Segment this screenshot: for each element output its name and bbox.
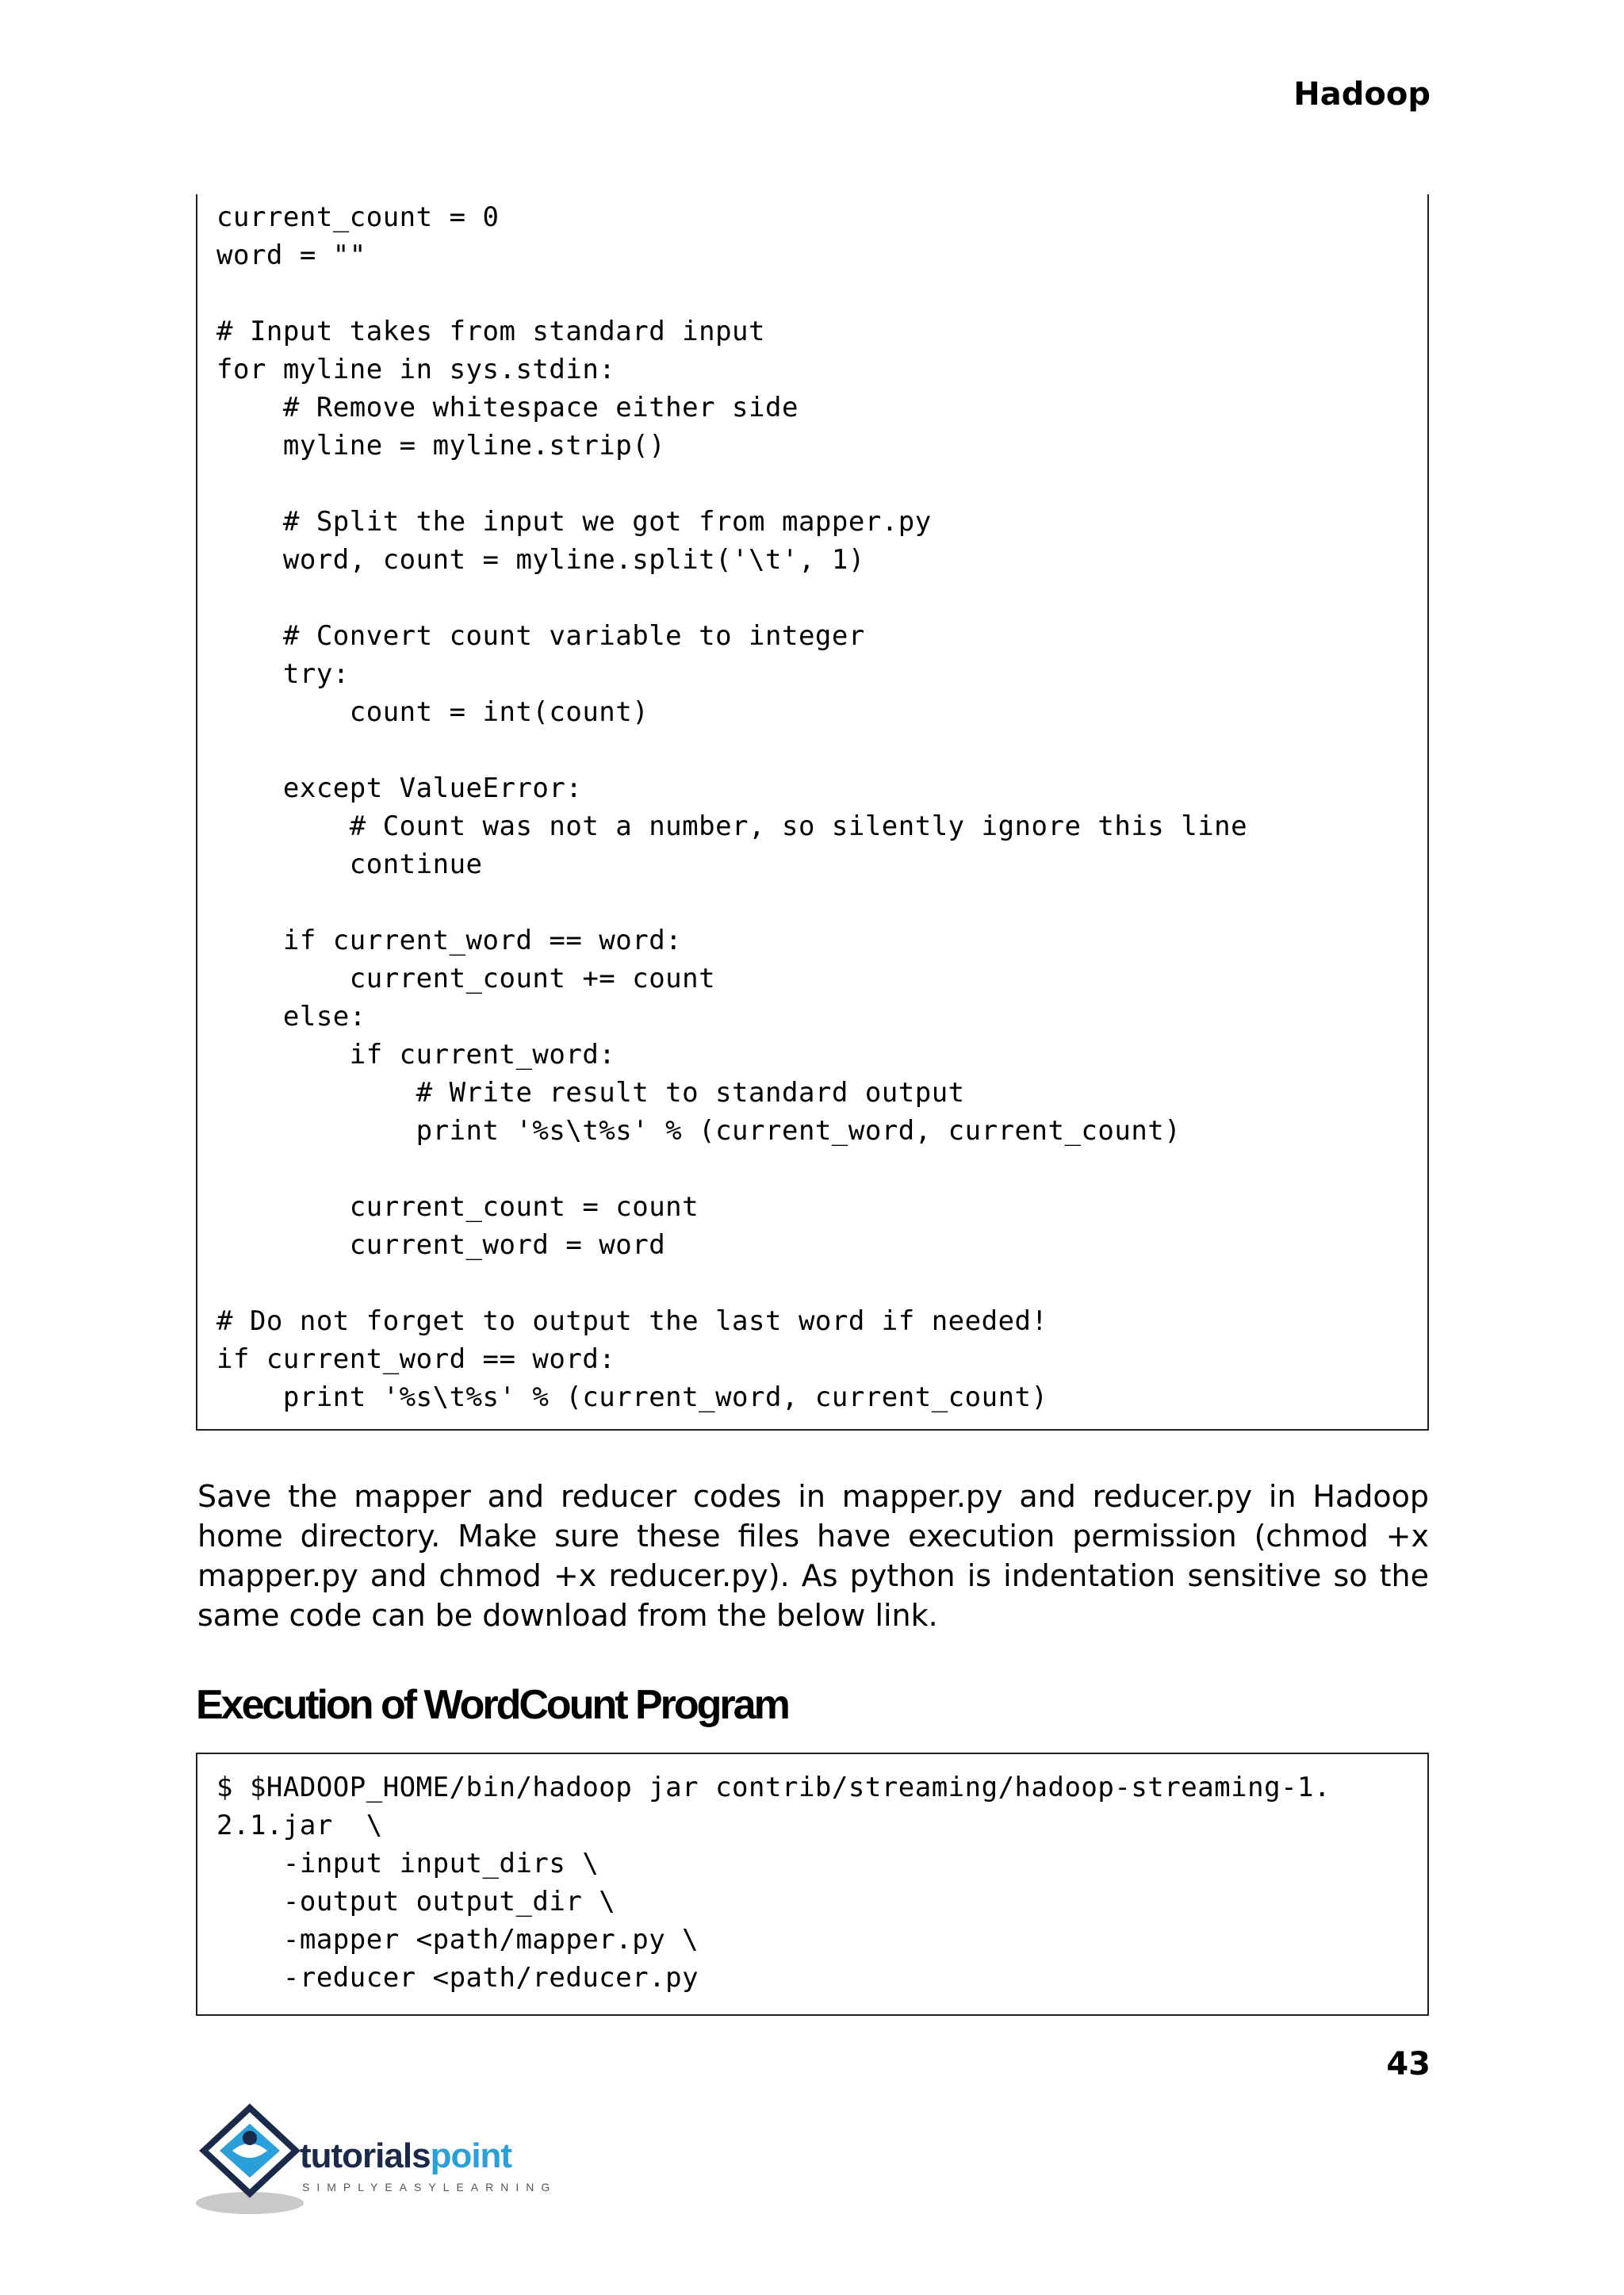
code-line: count = int(count) [216,696,649,728]
code-line: -reducer <path/reducer.py [216,1962,699,1994]
code-line: if current_word == word: [216,1343,616,1375]
logo-mark-icon [194,2102,305,2220]
code-line: # Count was not a number, so silently ignore this line [216,810,1248,842]
body-paragraph: Save the mapper and reducer codes in mapper.py and reducer.py in Hadoop home directory. Make sure these files have execution permission (chmod +x mapper.py and chmod +x reducer.py). As python is indentation sensitive so the same code can be download from the below link. [197,1479,1429,1633]
page-number: 43 [1386,2046,1431,2082]
section-heading: Execution of WordCount Program [196,1682,788,1728]
code-line: continue [216,849,483,880]
logo-word-tutorials: tutorials [300,2136,431,2175]
code-line: else: [216,1001,366,1033]
code-line: # Input takes from standard input [216,316,766,347]
code-line: word, count = myline.split('\t', 1) [216,544,865,576]
code-line: current_count += count [216,963,716,994]
code-line: -input input_dirs \ [216,1848,599,1879]
code-line: current_count = 0 [216,201,500,233]
code-line: -mapper <path/mapper.py \ [216,1924,699,1956]
command-code-block [196,1753,1429,2016]
code-line: if current_word == word: [216,925,683,956]
code-line: if current_word: [216,1039,616,1071]
code-line: -output output_dir \ [216,1886,616,1918]
code-line: 2.1.jar \ [216,1810,383,1841]
code-line: for myline in sys.stdin: [216,354,616,385]
logo-word-point: point [430,2136,512,2175]
code-line: current_word = word [216,1229,666,1261]
code-line: current_count = count [216,1191,699,1223]
code-line: myline = myline.strip() [216,430,666,462]
code-line: # Convert count variable to integer [216,620,865,652]
code-line: # Remove whitespace either side [216,392,799,423]
code-line: # Write result to standard output [216,1077,965,1109]
tutorialspoint-logo [194,2102,575,2220]
code-line: word = "" [216,239,366,271]
code-line: except ValueError: [216,772,583,804]
running-header: Hadoop [1293,76,1431,113]
code-line: # Do not forget to output the last word if needed! [216,1305,1048,1337]
logo-tagline: SIMPLYEASYLEARNING [302,2181,557,2193]
code-line: try: [216,658,350,690]
code-line: print '%s\t%s' % (current_word, current_count) [216,1115,1182,1147]
reducer-code-block [196,194,1429,1431]
code-line: # Split the input we got from mapper.py [216,506,932,538]
logo-wordmark [300,2136,511,2176]
code-line: print '%s\t%s' % (current_word, current_count) [216,1381,1048,1413]
code-line: $ $HADOOP_HOME/bin/hadoop jar contrib/streaming/hadoop-streaming-1. [216,1772,1331,1803]
